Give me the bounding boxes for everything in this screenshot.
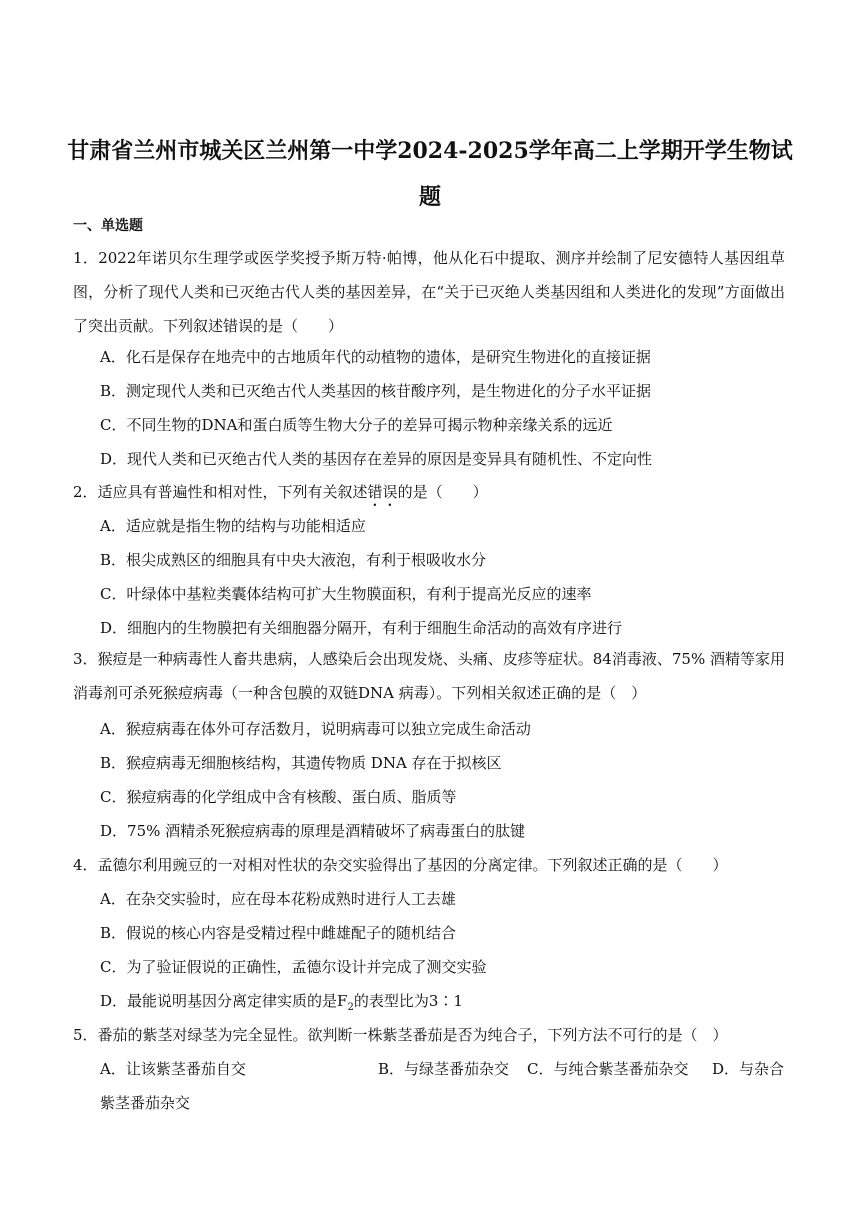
question-5-option-b: B．与绿茎番茄杂交	[378, 1060, 510, 1078]
document-title	[60, 128, 800, 220]
question-5-option-d-continued: 紫茎番茄杂交	[100, 1094, 191, 1112]
question-2-option-a: A．适应就是指生物的结构与功能相适应	[100, 517, 366, 535]
question-2-stem	[73, 482, 763, 510]
question-3-option-d: D．75% 酒精杀死猴痘病毒的原理是酒精破坏了病毒蛋白的肽键	[100, 822, 526, 840]
question-2-option-c: C．叶绿体中基粒类囊体结构可扩大生物膜面积，有利于提高光反应的速率	[100, 585, 592, 603]
question-4-option-a: A．在杂交实验时，应在母本花粉成熟时进行人工去雄	[100, 890, 456, 908]
question-2-option-d: D．细胞内的生物膜把有关细胞器分隔开，有利于细胞生命活动的高效有序进行	[100, 619, 623, 637]
question-1-option-a: A．化石是保存在地壳中的古地质年代的动植物的遗体，是研究生物进化的直接证据	[100, 348, 651, 366]
question-5-option-a: A．让该紫茎番茄自交	[100, 1060, 246, 1078]
question-2-option-b: B．根尖成熟区的细胞具有中央大液泡，有利于根吸收水分	[100, 551, 487, 569]
question-2-stem-suffix: 的是（ ）	[397, 483, 488, 501]
title-line-1: 甘肃省兰州市城关区兰州第一中学2024-2025学年高二上学期开学生物试	[67, 138, 793, 164]
question-2-stem-prefix: 2．适应具有普遍性和相对性，下列有关叙述	[73, 483, 368, 501]
question-3-stem: 3．猴痘是一种病毒性人畜共患病，人感染后会出现发烧、头痛、皮疹等症状。84消毒液、75% 酒精等家用消毒剂可杀死猴痘病毒（一种含包膜的双链DNA 病毒）。下列相关叙述正确的是（ ）	[73, 650, 785, 702]
question-4-option-b: B．假说的核心内容是受精过程中雌雄配子的随机结合	[100, 924, 457, 942]
question-4-option-c: C．为了验证假说的正确性，孟德尔设计并完成了测交实验	[100, 958, 487, 976]
question-5-option-c: C．与纯合紫茎番茄杂交	[527, 1060, 689, 1078]
question-5-option-d: D．与杂合	[712, 1060, 785, 1078]
question-4-option-d-subscript: 2	[347, 1002, 354, 1013]
question-3-option-b: B．猴痘病毒无细胞核结构，其遗传物质 DNA 存在于拟核区	[100, 754, 502, 772]
title-line-2: 题	[418, 184, 441, 210]
question-4-stem: 4．孟德尔利用豌豆的一对相对性状的杂交实验得出了基因的分离定律。下列叙述正确的是（ ）	[73, 856, 728, 874]
question-4-option-d-prefix: D．最能说明基因分离定律实质的是F	[100, 992, 348, 1010]
question-4-option-d	[100, 991, 790, 1011]
question-1-option-d: D．现代人类和已灭绝古代人类的基因存在差异的原因是变异具有随机性、不定向性	[100, 450, 653, 468]
question-1-option-c: C．不同生物的DNA和蛋白质等生物大分子的差异可揭示物种亲缘关系的远近	[100, 416, 613, 434]
question-1-stem: 1．2022年诺贝尔生理学或医学奖授予斯万特·帕博，他从化石中提取、测序并绘制了尼安德特人基因组草图，分析了现代人类和已灭绝古代人类的基因差异，在“关于已灭绝人类基因组和人类进化的发现”方面做出了突出贡献。下列叙述错误的是（ ）	[73, 249, 785, 335]
question-3-option-c: C．猴痘病毒的化学组成中含有核酸、蛋白质、脂质等	[100, 788, 457, 806]
question-5-stem: 5．番茄的紫茎对绿茎为完全显性。欲判断一株紫茎番茄是否为纯合子，下列方法不可行的是（ ）	[73, 1026, 728, 1044]
question-2-stem-emphasis: 错误	[367, 483, 398, 501]
question-4-option-d-suffix: 的表型比为3∶1	[353, 992, 463, 1010]
question-3-option-a: A．猴痘病毒在体外可存活数月，说明病毒可以独立完成生命活动	[100, 720, 531, 738]
question-1-option-b: B．测定现代人类和已灭绝古代人类基因的核苷酸序列，是生物进化的分子水平证据	[100, 382, 652, 400]
section-heading: 一、单选题	[73, 218, 143, 234]
